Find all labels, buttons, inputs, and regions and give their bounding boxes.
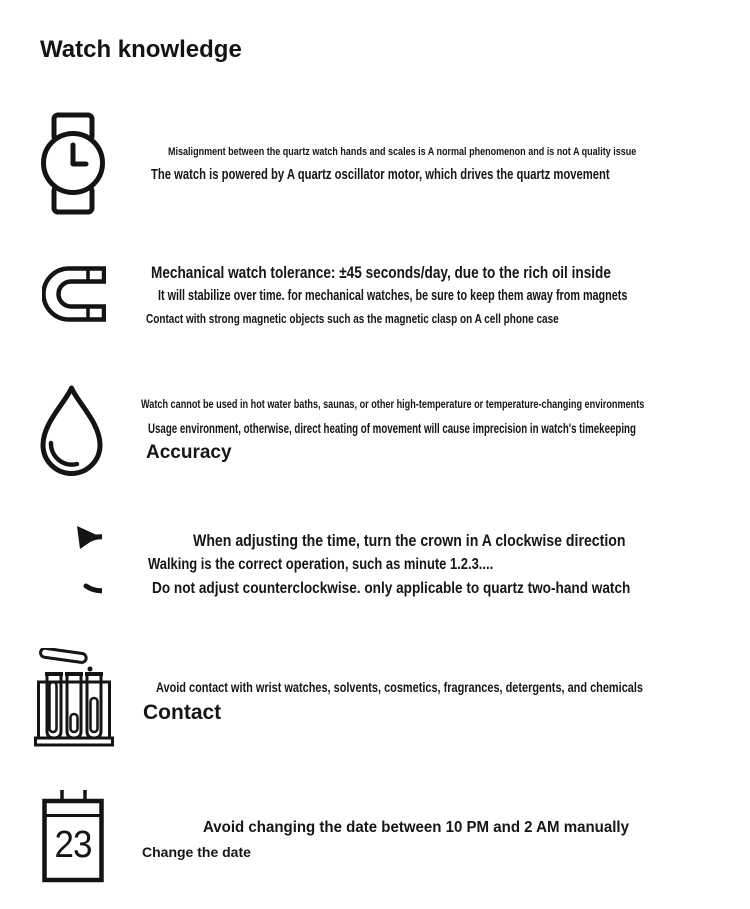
walking-operation-line: Walking is the correct operation, such as minute 1.2.3.... [148, 556, 494, 573]
magnet-icon [42, 265, 106, 323]
avoid-chemicals-line: Avoid contact with wrist watches, solvents, cosmetics, fragrances, detergents, and chemicals [156, 680, 643, 695]
change-date-heading: Change the date [142, 844, 251, 860]
tolerance-line: Mechanical watch tolerance: ±45 seconds/day, due to the rich oil inside [151, 263, 611, 282]
magnet-warning-line: It will stabilize over time. for mechanical watches, be sure to keep them away from magnets [158, 287, 628, 304]
usage-environment-line: Usage environment, otherwise, direct heating of movement will cause imprecision in watch's timekeeping [148, 421, 636, 436]
clockwise-arrow-icon [40, 520, 102, 602]
quartz-note-line: Misalignment between the quartz watch hands and scales is A normal phenomenon and is not A quality issue [168, 146, 637, 158]
magnet-contact-line: Contact with strong magnetic objects such as the magnetic clasp on A cell phone case [146, 312, 559, 326]
page-title: Watch knowledge [40, 36, 242, 63]
calendar-day-number: 23 [54, 824, 92, 866]
avoid-date-change-line: Avoid changing the date between 10 PM and 2 AM manually [203, 819, 629, 836]
test-tubes-icon [34, 648, 114, 748]
hot-water-line: Watch cannot be used in hot water baths, saunas, or other high-temperature or temperature-changing environments [141, 397, 645, 411]
water-drop-icon [38, 383, 105, 481]
crown-clockwise-line: When adjusting the time, turn the crown in A clockwise direction [193, 531, 626, 550]
wristwatch-icon [40, 112, 106, 215]
accuracy-heading: Accuracy [146, 442, 232, 463]
counterclockwise-warning-line: Do not adjust counterclockwise. only applicable to quartz two-hand watch [152, 580, 631, 597]
contact-heading: Contact [143, 701, 222, 724]
quartz-main-line: The watch is powered by A quartz oscillator motor, which drives the quartz movement [151, 166, 610, 183]
